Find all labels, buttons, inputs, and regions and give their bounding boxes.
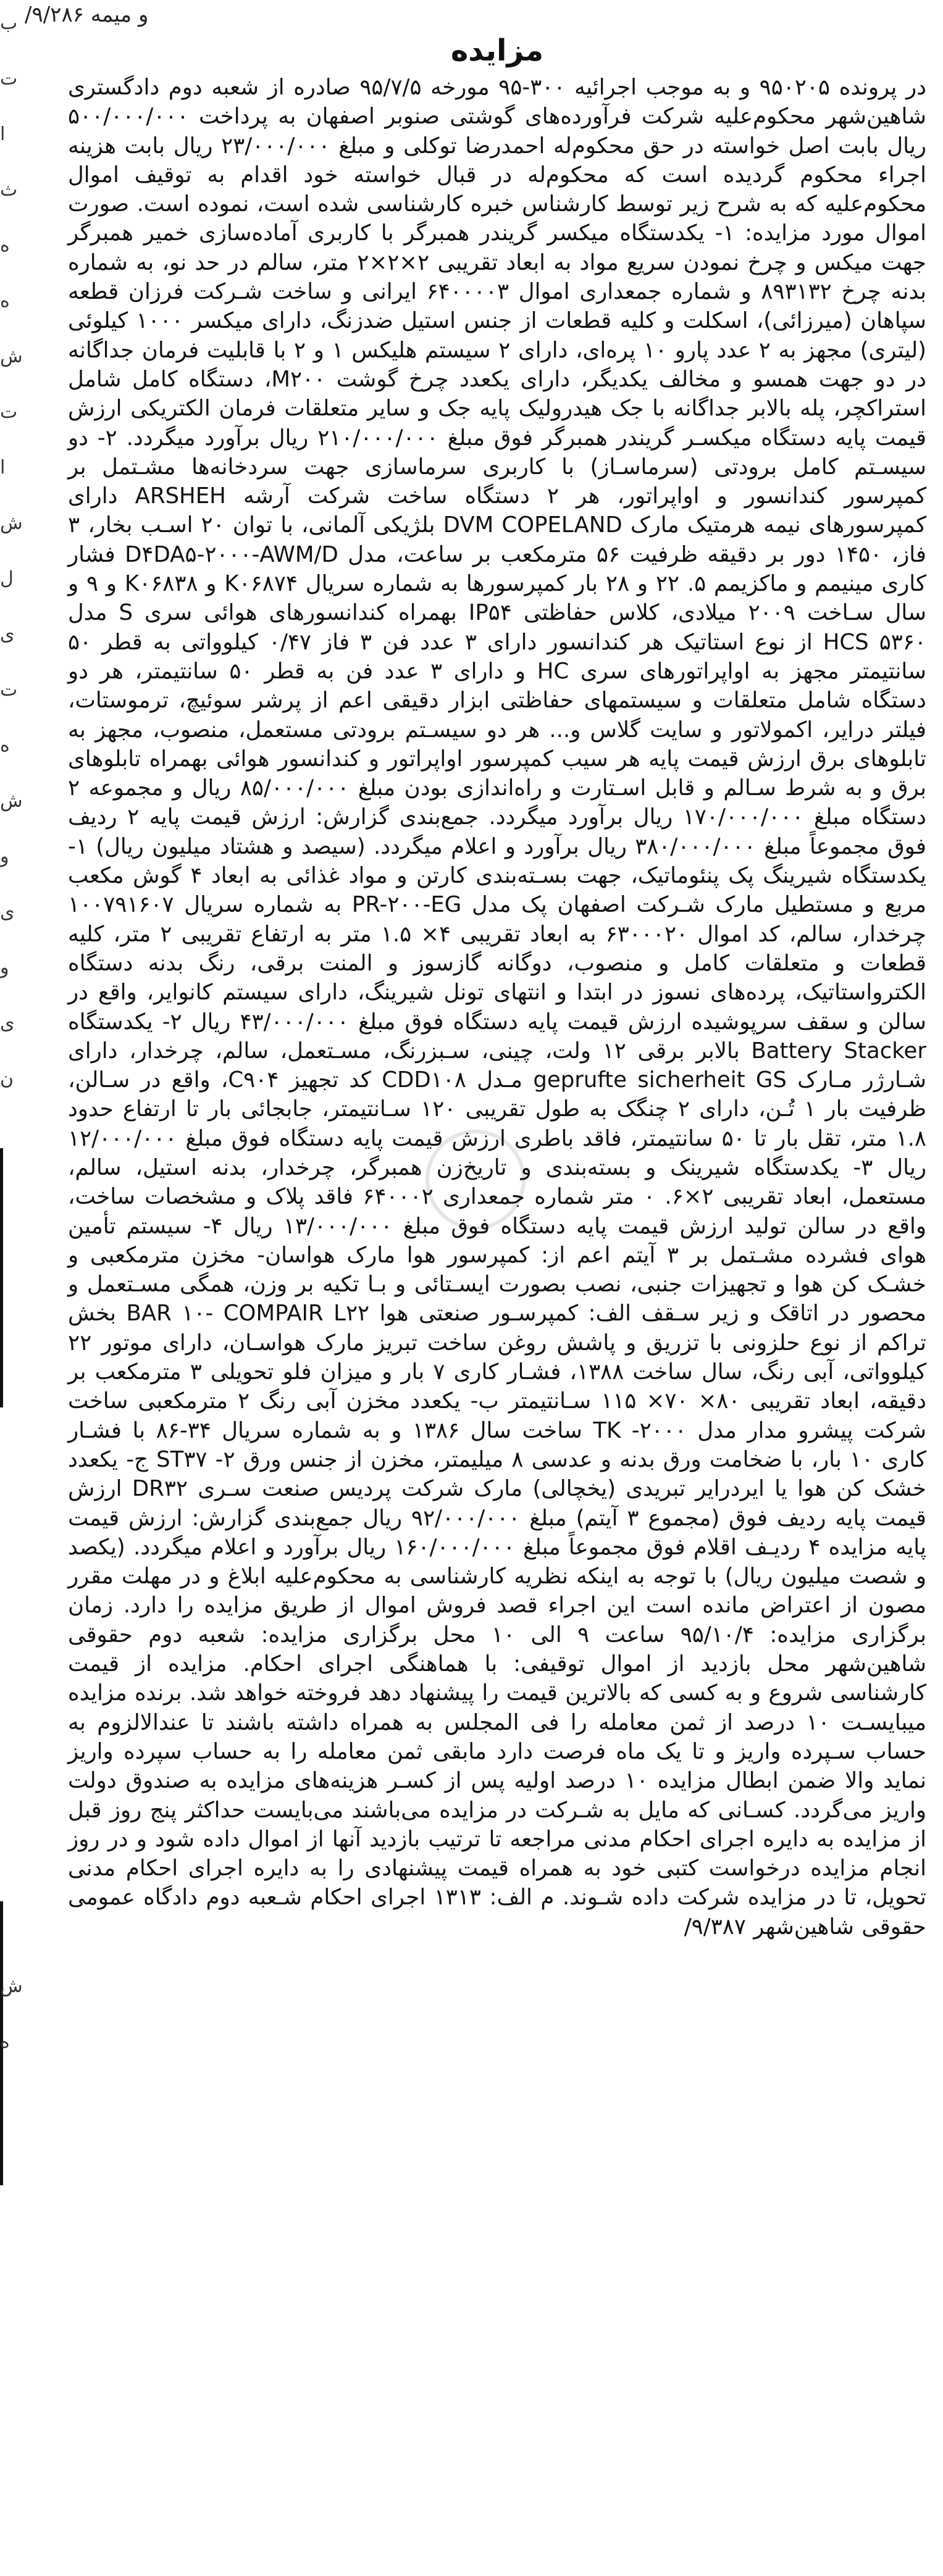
margin-fragment: ه [0, 235, 10, 256]
margin-fragment: ث [0, 179, 18, 201]
margin-fragment: ا [0, 123, 6, 145]
margin-fragment: ش [0, 790, 23, 812]
header-fragment: و میمه ۹/۲۸۶/ [25, 2, 149, 27]
margin-fragment: ی [0, 623, 15, 645]
margin-fragment: ش [0, 1975, 23, 1997]
left-margin-column [0, 0, 23, 2576]
margin-fragment: ا [0, 457, 6, 478]
margin-fragment: و [0, 846, 9, 867]
margin-fragment: ش [0, 512, 23, 534]
margin-fragment: ش [0, 346, 23, 367]
margin-fragment: ت [0, 401, 18, 423]
margin-fragment: ت [0, 679, 18, 701]
notice-title: مزایده [450, 33, 544, 68]
margin-fragment: ه [0, 290, 10, 312]
margin-fragment: ه [0, 735, 10, 756]
margin-fragment: ی [0, 1012, 15, 1034]
margin-fragment: ت [0, 68, 18, 90]
notice-body: در پرونده ۹۵۰۲۰۵ و به موجب اجرائیه ۳۰۰-۹۵ مورخه ۹۵/۷/۵ صادره از شعبه دوم دادگستری شاهین‌شهر محکوم‌علیه شرکت فرآورده‌های گوشتی صنوبر اصفهان به پرداخت ۵۰۰/۰۰۰/۰۰۰ ریال بابت اصل خواسته در حق محکوم‌له احمدرضا توکلی و مبلغ ۲۳/۰۰۰/۰۰۰ ریال بابت هزینه اجراء محکوم گردیده است که محکوم‌له در قبال خواسته خود اقدام به توقیف اموال محکوم‌علیه که به شرح زیر توسط کارشناس خبره کارشناسی شده است، نموده است. صورت اموال مورد مزایده: ۱- یکدستگاه میکسر گریندر همبرگر با کاربری آماده‌سازی خمیر همبرگر جهت میکس و چرخ نمودن سریع مواد به ابعاد تقریبی ۲×۲×۲ متر، سالم در حد نو، به شماره بدنه چرخ ۸۹۳۱۳۲ و شماره جمعداری اموال ۶۴۰۰۰۰۳ ایرانی و ساخت شـرکت فرزان قطعه سپاهان (میرزائی)، اسکلت و کلیه قطعات از جنس استیل ضدزنگ، دارای میکسر ۱۰۰۰ کیلوئی (لیتری) مجهز به ۲ عدد پارو ۱۰ پره‌ای، دارای ۲ سیستم هلیکس ۱ و ۲ با قابلیت فرمان جداگانه در دو جهت همسو و مخالف یکدیگر، دارای یکعدد چرخ گوشت M۲۰۰، دستگاه کامل شامل استراکچر، پله بالابر جداگانه با جک هیدرولیک پایه جک و سایر متعلقات فرمان الکتریکی ارزش قیمت پایه دستگاه میکسـر گریندر همبرگر فوق مبلغ ۲۱۰/۰۰۰/۰۰۰ ریال برآورد میگردد. ۲- دو سیسـتم کامل برودتی (سرماسـاز) با کاربری سرماسازی جهت سردخانه‌ها مشـتمل بر کمپرسور کندانسور و اواپراتور، هر ۲ دستگاه ساخت شرکت آرشه ARSHEH دارای کمپرسورهای نیمه هرمتیک مارک DVM COPELAND بلژیکی آلمانی، با توان ۲۰ اسـب بخار، ۳ فاز، ۱۴۵۰ دور بر دقیقه ظرفیت ۵۶ مترمکعب بر ساعت، مدل D۴DA۵-۲۰۰۰-AWM/D فشار کاری مینیمم و ماکزیمم ۵. ۲۲ و ۲۸ بار کمپرسورها به شماره سریال K۰۶۸۷۴ و K۰۶۸۳۸ و ۹ و سال سـاخت ۲۰۰۹ میلادی، کلاس حفاظتی IP۵۴ بهمراه کندانسورهای هوائی سری S مدل HCS ۵۳۶۰ از نوع استاتیک هر کندانسور دارای ۳ عدد فن ۳ فاز ۰/۴۷ کیلوواتی به قطر ۵۰ سانتیمتر مجهز به اواپراتورهای سری HC و دارای ۳ عدد فن به قطر ۵۰ سانتیمتر، هر دو دستگاه شامل متعلقات و سیستمهای حفاظتی ابزار دقیقی اعم از پرشر سوئیچ، ترموستات، فیلتر درایر، اکمولاتور و سایت گلاس و... هر دو سیسـتم برودتی مستعمل، منصوب، مجهز به تابلوهای برق ارزش قیمت پایه هر سیب کمپرسور اواپراتور و کندانسور هوائی بهمراه تابلوهای برق و به شرط سـالم و قابل اسـتارت و راه‌اندازی بودن مبلغ ۸۵/۰۰۰/۰۰۰ ریال و مجموعه ۲ دستگاه مبلغ ۱۷۰/۰۰۰/۰۰۰ ریال برآورد میگردد. جمع‌بندی گزارش: ارزش قیمت پایه ۲ ردیف فوق مجموعاً مبلغ ۳۸۰/۰۰۰/۰۰۰ ریال برآورد و اعلام میگردد. (سیصد و هشتاد میلیون ریال) ۱- یکدستگاه شیرینگ پک پنئوماتیک، جهت بسـته‌بندی کارتن و مواد غذائی به ابعاد ۴ گوش مکعب مربع و مستطیل مارک شـرکت اصفهان پک مدل PR-۲۰۰-EG به شماره سریال ۱۰۰۷۹۱۶۰۷ چرخدار، سالم، کد اموال ۶۳۰۰۰۲۰ به ابعاد تقریبی ۴× ۱.۵ متر به ارتفاع تقریبی ۲ متر، کلیه قطعات و متعلقات کامل و منصوب، دوگانه گازسوز و المنت برقی، رنگ بدنه دستگاه الکترواستاتیک، پرده‌های نسوز در ابتدا و انتهای تونل شیرینگ، دارای سیستم کانوایر، واقع در سالن و سقف سرپوشیده ارزش قیمت پایه دستگاه فوق مبلغ ۴۳/۰۰۰/۰۰۰ ریال ۲- یکدستگاه Battery Stacker بالابر برقی ۱۲ ولت، چینی، سـبزرنگ، مسـتعمل، سالم، چرخدار، دارای شـارژر مـارک geprufte sicherheit GS مـدل CDD۱۰۸ کد تجهیز C۹۰۴، واقع در سـالن، ظرفیت بار ۱ تُـن، دارای ۲ چنگک به طول تقریبی ۱۲۰ سـانتیمتر، جابجائی بار تا ارتفاع حدود ۱.۸ متر، تقل بار تا ۵۰ سانتیمتر، فاقد باطری ارزش قیمت پایه دستگاه فوق مبلغ ۱۲/۰۰۰/۰۰۰ ریال ۳- یکدستگاه شیرینک و بسته‌بندی و تاریخ‌زن همبرگر، چرخدار، بدنه استیل، سالم، مستعمل، ابعاد تقریبی ۲×۶. ۰ متر شماره جمعداری ۶۴۰۰۰۲ فاقد پلاک و مشخصات ساخت، واقع در سالن تولید ارزش قیمت پایه دستگاه فوق مبلغ ۱۳/۰۰۰/۰۰۰ ریال ۴- سیستم تأمین هوای فشرده مشـتمل بر ۳ آیتم اعم از: کمپرسور هوا مارک هواسان- مخزن مترمکعبی و خشـک کن هوا و تجهیزات جنبی، نصب بصورت ایسـتائی و بـا تکیه بر وزن، همگی مسـتعمل و محصور در اتاقک و زیر سـقف الف: کمپرسـور صنعتی هوا BAR ۱۰- COMPAIR L۲۲ بخش تراکم از نوع حلزونی با تزریق و پاشش روغن ساخت تبریز مارک هواسـان، دارای موتور ۲۲ کیلوواتی، آبی رنگ، سال ساخت ۱۳۸۸، فشـار کاری ۷ بار و میزان فلو تحویلی ۳ مترمکعب بر دقیقه، ابعاد تقریبی ۸۰× ۷۰× ۱۱۵ سـانتیمتر ب- یکعدد مخزن آبی رنگ ۲ مترمکعبی ساخت شرکت پیشرو مدار مدل ۲۰۰۰- TK ساخت سال ۱۳۸۶ و به شماره سریال ۳۴-۸۶ با فشـار کاری ۱۰ بار، با ضخامت ورق بدنه و عدسی ۸ میلیمتر، مخزن از جنس ورق ۲- ST۳۷ ج- یکعدد خشک کن هوا یا ایردرایر تبریدی (یخچالی) مارک شرکت پردیس صنعت سـری DR۳۲ ارزش قیمت پایه ردیف فوق (مجموع ۳ آیتم) مبلغ ۹۲/۰۰۰/۰۰۰ ریال جمع‌بندی گزارش: ارزش قیمت پایه مزایده ۴ ردیـف اقلام فوق مجموعاً مبلغ ۱۶۰/۰۰۰/۰۰۰ ریال برآورد و اعلام میگردد. (یکصد و شصت میلیون ریال) با توجه به اینکه نظریه کارشناسی به محکوم‌علیه ابلاغ و در مهلت مقرر مصون از اعتراض مانده است این اجراء قصد فروش اموال از طریق مزایده را دارد. زمان برگزاری مزایده: ۹۵/۱۰/۴ ساعت ۹ الی ۱۰ محل برگزاری مزایده: شعبه دوم حقوقی شاهین‌شهر محل بازدید از اموال توقیفی: با هماهنگی اجرای احکام. مزایده از قیمت کارشناسی شروع و به کسی که بالاترین قیمت را پیشنهاد دهد فروخته خواهد شد. برنده مزایده میبایسـت ۱۰ درصد از ثمن معامله را فی المجلس به همراه داشته باشند تا عندالالزوم به حساب سـپرده واریز و تا یک ماه فرصت دارد مابقی ثمن معامله را به حساب سپرده واریز نماید والا ضمن ابطال مزایده ۱۰ درصد اولیه پس از کسـر هزینه‌های مزایده به صندوق دولت واریز می‌گردد. کسـانی که مایل به شـرکت در مزایده می‌باشند می‌بایست حداکثر پنج روز قبل از مزایده به دایره اجرای احکام مدنی مراجعه تا ترتیب بازدید آنها از اموال داده شود و در روز انجام مزایده درخواست کتبی خود به همراه قیمت پیشنهادی را به دایره اجرای احکام مدنی تحویل، تا در مزایده شرکت داده شـوند. م الف: ۱۳۱۳ اجرای احکام شـعبه دوم دادگاه عمومی حقوقی شاهین‌شهر ۹/۳۸۷/ [68, 75, 927, 1940]
margin-fragment: و [0, 957, 9, 978]
margin-fragment: ی [0, 901, 15, 923]
auction-notice [68, 32, 926, 1941]
margin-fragment: ب [0, 12, 18, 34]
margin-rule-line [0, 1148, 3, 1407]
margin-fragment: ل [0, 568, 14, 590]
margin-fragment: ن [0, 1068, 14, 1090]
margin-fragment: ه [0, 2031, 10, 2053]
